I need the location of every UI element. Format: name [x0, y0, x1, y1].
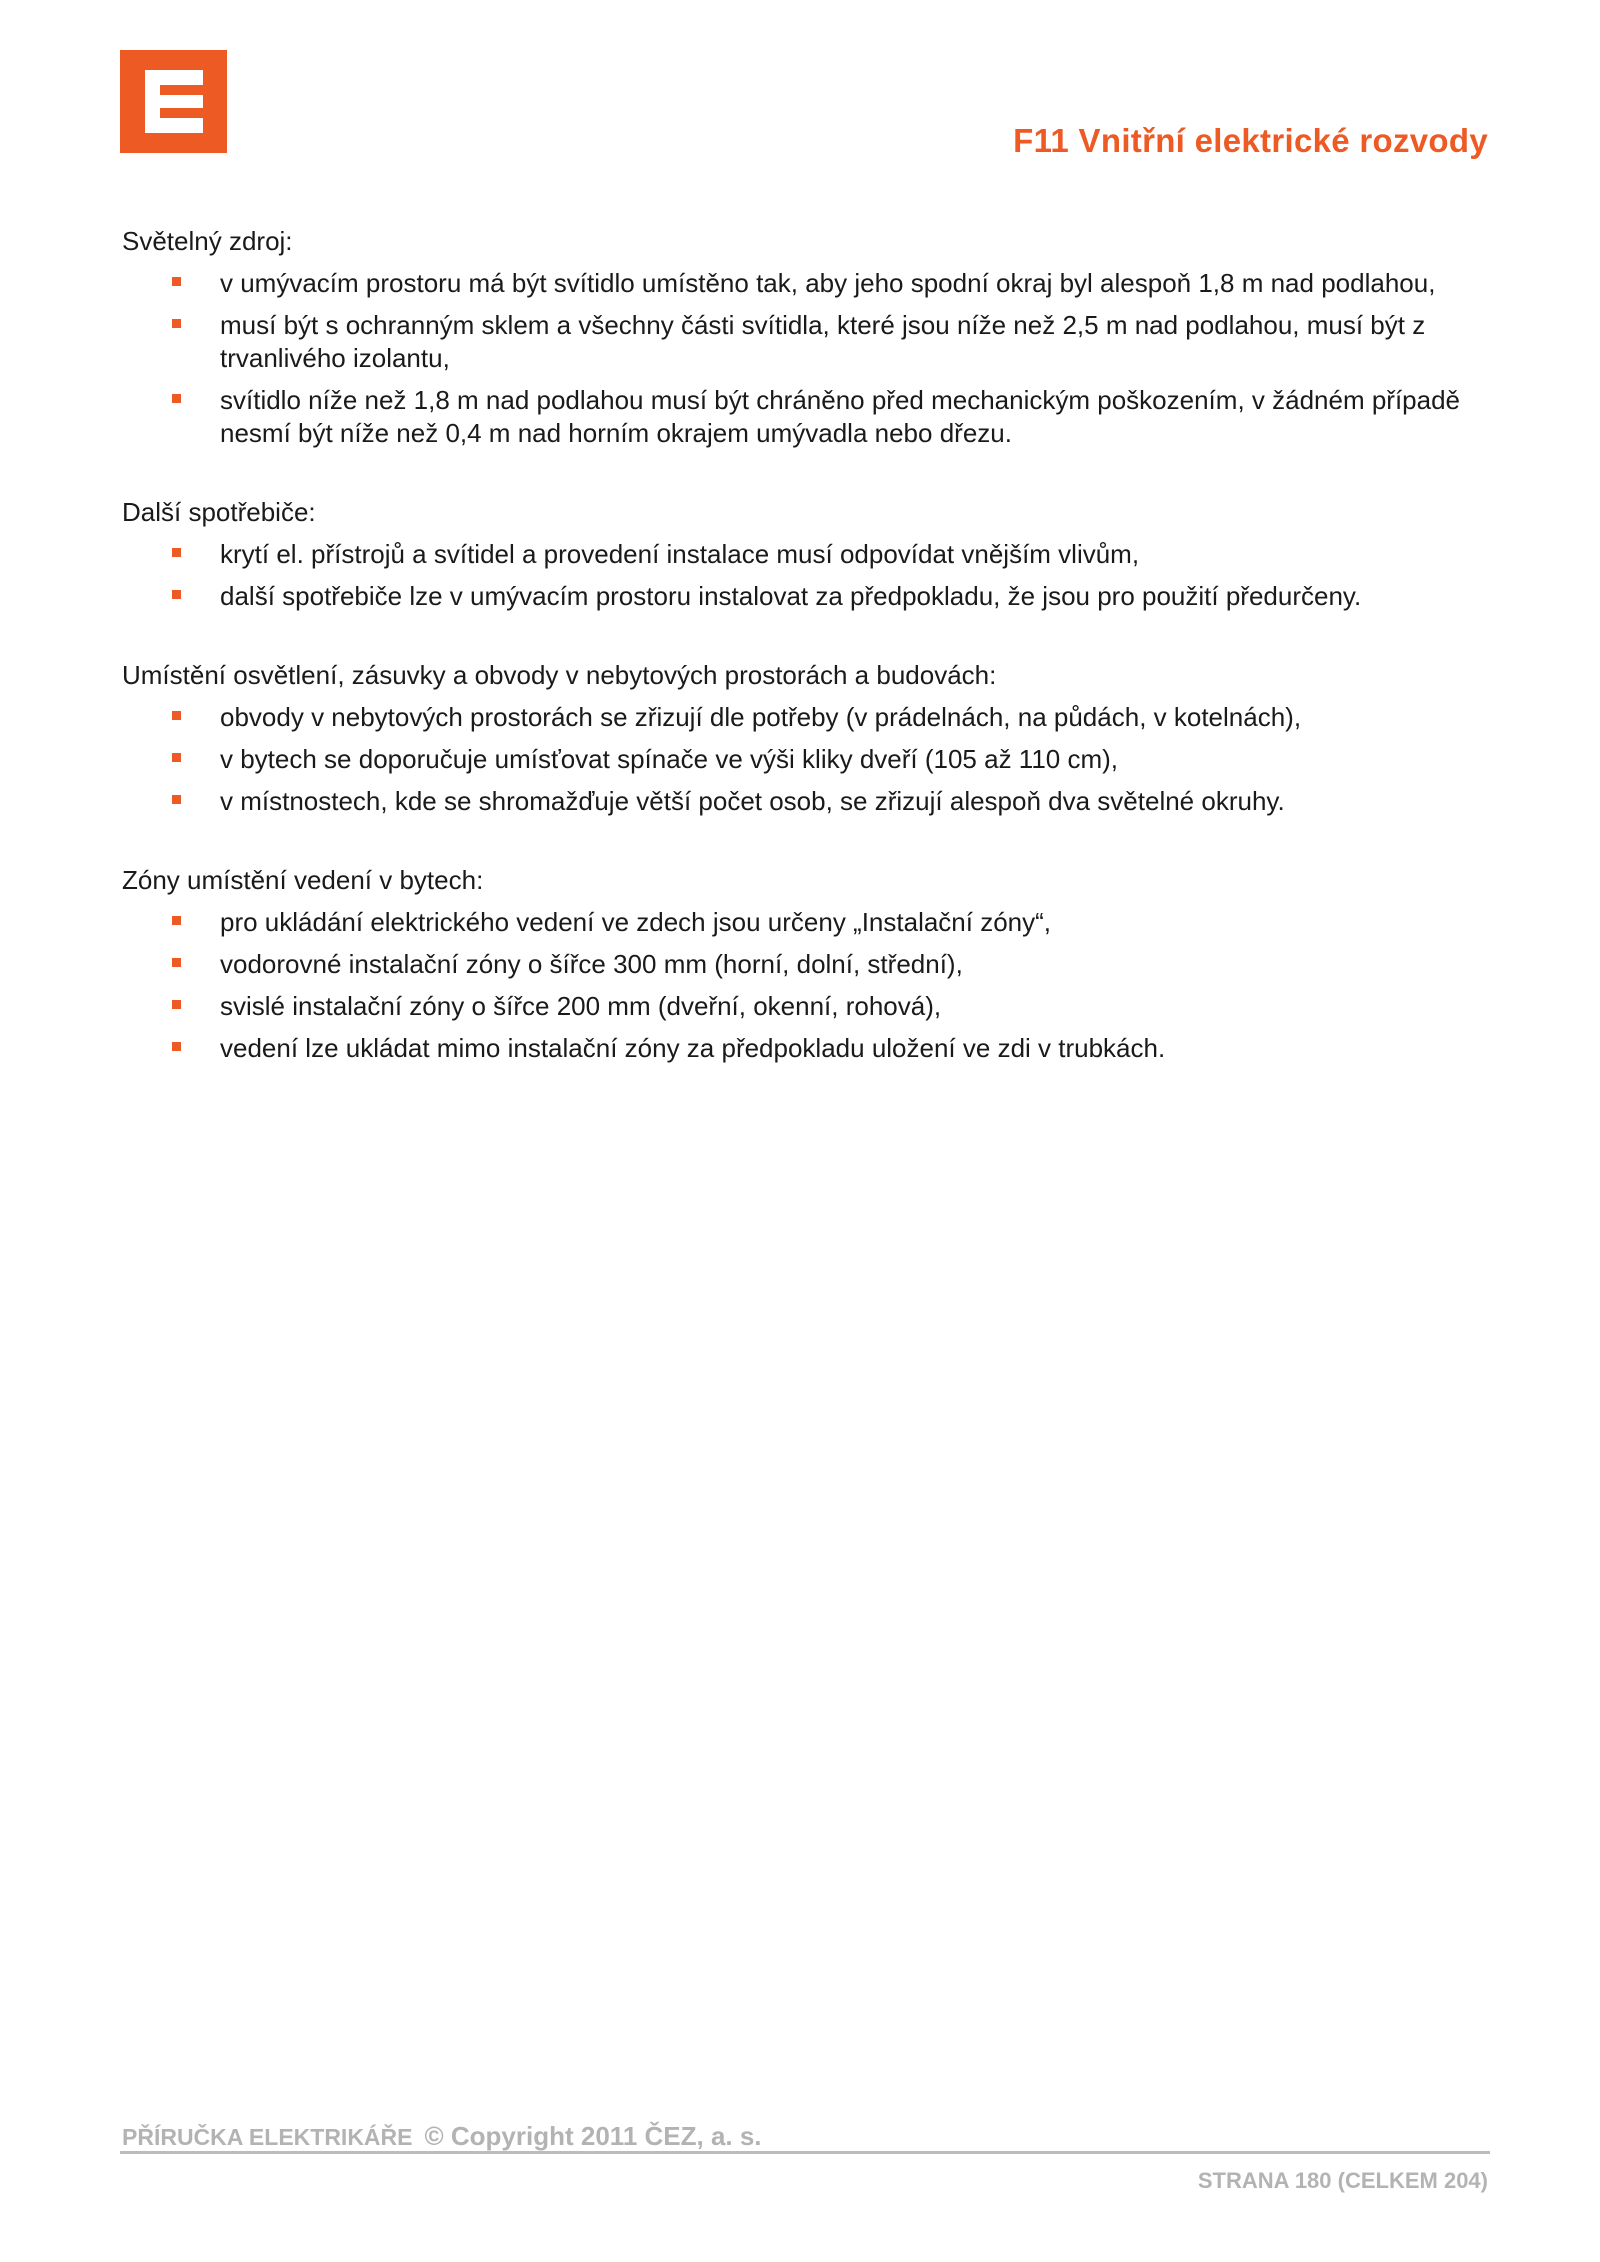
bullet-list: [122, 906, 1492, 1065]
list-item-text: svislé instalační zóny o šířce 200 mm (dveřní, okenní, rohová),: [220, 991, 942, 1021]
list-item-text: další spotřebiče lze v umývacím prostoru instalovat za předpokladu, že jsou pro použití předurčeny.: [220, 581, 1362, 611]
list-item-text: v místnostech, kde se shromažďuje větší počet osob, se zřizují alespoň dva světelné okruhy.: [220, 786, 1285, 816]
bullet-list: [122, 701, 1492, 818]
list-item: [122, 990, 1492, 1023]
bullet-list: [122, 267, 1492, 450]
bullet-list: [122, 538, 1492, 613]
list-item-text: svítidlo níže než 1,8 m nad podlahou musí být chráněno před mechanickým poškozením, v žádném případě nesmí být níže než 0,4 m nad horním okrajem umývadla nebo dřezu.: [220, 385, 1461, 448]
list-item: [122, 538, 1492, 571]
section-heading: Světelný zdroj:: [122, 226, 293, 256]
bullet-square-icon: [172, 916, 181, 925]
bullet-square-icon: [172, 319, 181, 328]
list-item-text: v umývacím prostoru má být svítidlo umístěno tak, aby jeho spodní okraj byl alespoň 1,8 m nad podlahou,: [220, 268, 1436, 298]
section-heading: Zóny umístění vedení v bytech:: [122, 865, 484, 895]
bullet-square-icon: [172, 1042, 181, 1051]
footer-divider: [120, 2151, 1490, 2154]
section-lighting-placement: [122, 659, 1492, 818]
bullet-square-icon: [172, 795, 181, 804]
list-item-text: musí být s ochranným sklem a všechny části svítidla, které jsou níže než 2,5 m nad podlahou, musí být z trvanlivého izolantu,: [220, 310, 1426, 373]
bullet-square-icon: [172, 277, 181, 286]
document-body: [122, 225, 1492, 1111]
list-item: [122, 906, 1492, 939]
footer-publication: [122, 2121, 762, 2152]
cez-logo-icon: [120, 50, 227, 153]
bullet-square-icon: [172, 590, 181, 599]
list-item: [122, 384, 1492, 450]
section-other-appliances: [122, 496, 1492, 613]
list-item: [122, 580, 1492, 613]
bullet-square-icon: [172, 394, 181, 403]
list-item: [122, 948, 1492, 981]
list-item: [122, 785, 1492, 818]
section-heading: Další spotřebiče:: [122, 497, 316, 527]
footer-page-number: STRANA 180 (CELKEM 204): [1197, 2168, 1488, 2193]
list-item-text: v bytech se doporučuje umísťovat spínače ve výši kliky dveří (105 až 110 cm),: [220, 744, 1119, 774]
list-item: [122, 309, 1492, 375]
bullet-square-icon: [172, 548, 181, 557]
list-item: [122, 743, 1492, 776]
list-item-text: vodorovné instalační zóny o šířce 300 mm (horní, dolní, střední),: [220, 949, 963, 979]
bullet-square-icon: [172, 1000, 181, 1009]
list-item-text: obvody v nebytových prostorách se zřizují dle potřeby (v prádelnách, na půdách, v kotelnách),: [220, 702, 1302, 732]
section-heading: Umístění osvětlení, zásuvky a obvody v nebytových prostorách a budovách:: [122, 660, 997, 690]
list-item-text: vedení lze ukládat mimo instalační zóny za předpokladu uložení ve zdi v trubkách.: [220, 1033, 1166, 1063]
section-installation-zones: [122, 864, 1492, 1065]
footer-copyright: © Copyright 2011 ČEZ, a. s.: [424, 2121, 762, 2151]
list-item-text: pro ukládání elektrického vedení ve zdech jsou určeny „Instalační zóny“,: [220, 907, 1052, 937]
list-item: [122, 701, 1492, 734]
bullet-square-icon: [172, 958, 181, 967]
section-light-source: [122, 225, 1492, 450]
list-item: [122, 1032, 1492, 1065]
page-title: F11 Vnitřní elektrické rozvody: [1013, 122, 1488, 159]
bullet-square-icon: [172, 711, 181, 720]
list-item: [122, 267, 1492, 300]
bullet-square-icon: [172, 753, 181, 762]
list-item-text: krytí el. přístrojů a svítidel a provedení instalace musí odpovídat vnějším vlivům,: [220, 539, 1140, 569]
footer-publication-name: PŘÍRUČKA ELEKTRIKÁŘE: [122, 2124, 413, 2150]
